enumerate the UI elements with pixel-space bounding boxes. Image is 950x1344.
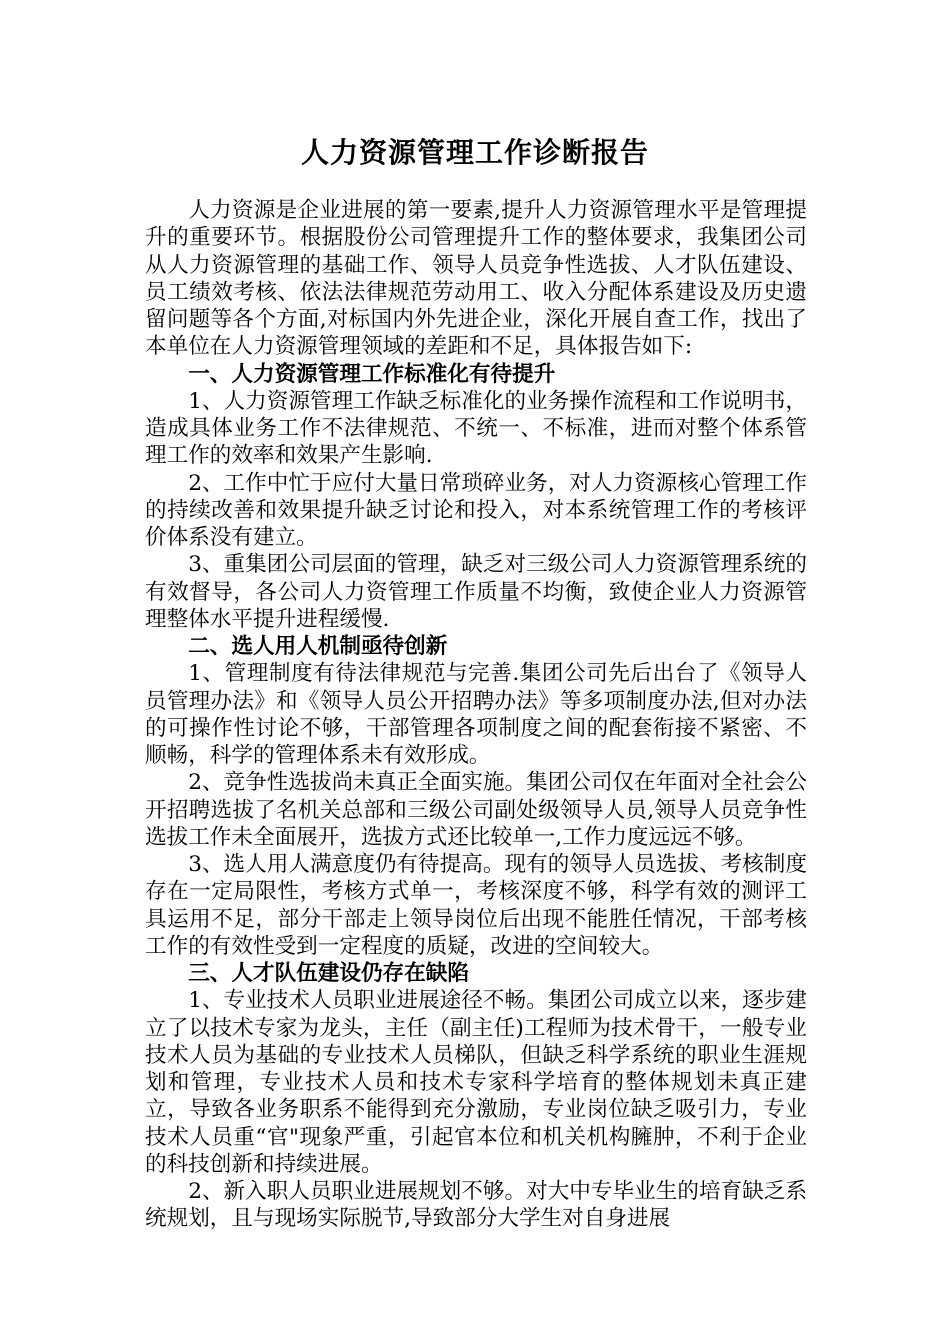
document-title: 人力资源管理工作诊断报告 — [300, 136, 649, 169]
paragraph: 2、工作中忙于应付大量日常琐碎业务，对人力资源核心管理工作的持续改善和效果提升缺乏讨论和投入，对本系统管理工作的考核评价体系没有建立。 — [145, 470, 807, 550]
paragraph: 3、重集团公司层面的管理，缺乏对三级公司人力资源管理系统的有效督导，各公司人力资管理工作质量不均衡，致使企业人力资源管理整体水平提升进程缓慢. — [145, 552, 807, 632]
document-body — [145, 197, 807, 1233]
paragraph: 3、选人用人满意度仍有待提高。现有的领导人员选拔、考核制度存在一定局限性，考核方式单一，考核深度不够，科学有效的测评工具运用不足，部分干部走上领导岗位后出现不能胜任情况，干部考核工作的有效性受到一定程度的质疑，改进的空间较大。 — [145, 852, 807, 959]
paragraph: 1、专业技术人员职业进展途径不畅。集团公司成立以来，逐步建立了以技术专家为龙头，主任（副主任)工程师为技术骨干，一般专业技术人员为基础的专业技术人员梯队，但缺乏科学系统的职业生涯规划和管理，专业技术人员和技术专家科学培育的整体规划未真正建立，导致各业务职系不能得到充分激励，专业岗位缺乏吸引力，专业技术人员重“官"现象严重，引起官本位和机关机构臃肿，不利于企业的科技创新和持续进展。 — [145, 988, 807, 1177]
paragraph: 2、新入职人员职业进展规划不够。对大中专毕业生的培育缺乏系统规划，且与现场实际脱节,导致部分大学生对自身进展 — [145, 1179, 807, 1232]
section-heading-3: 三、人才队伍建设仍存在缺陷 — [188, 961, 469, 986]
paragraph: 2、竞争性选拔尚未真正全面实施。集团公司仅在年面对全社会公开招聘选拔了名机关总部和三级公司副处级领导人员,领导人员竞争性选拔工作未全面展开，选拔方式还比较单一,工作力度远远不够。 — [145, 770, 807, 850]
intro-paragraph: 人力资源是企业进展的第一要素,提升人力资源管理水平是管理提升的重要环节。根据股份公司管理提升工作的整体要求，我集团公司从人力资源管理的基础工作、领导人员竞争性选拔、人才队伍建设、员工绩效考核、依法法律规范劳动用工、收入分配体系建设及历史遗留问题等各个方面,对标国内外先进企业，深化开展自查工作，找出了本单位在人力资源管理领域的差距和不足，具体报告如下: — [145, 198, 807, 360]
paragraph: 1、管理制度有待法律规范与完善.集团公司先后出台了《领导人员管理办法》和《领导人员公开招聘办法》等多项制度办法,但对办法的可操作性讨论不够，干部管理各项制度之间的配套衔接不紧密、不顺畅，科学的管理体系未有效形成。 — [145, 661, 807, 768]
section-heading-2: 二、选人用人机制亟待创新 — [188, 634, 448, 659]
section-heading-1: 一、人力资源管理工作标准化有待提升 — [188, 361, 556, 387]
paragraph: 1、人力资源管理工作缺乏标准化的业务操作流程和工作说明书，造成具体业务工作不法律规范、不统一、不标准，进而对整个体系管理工作的效率和效果产生影响. — [145, 388, 807, 469]
